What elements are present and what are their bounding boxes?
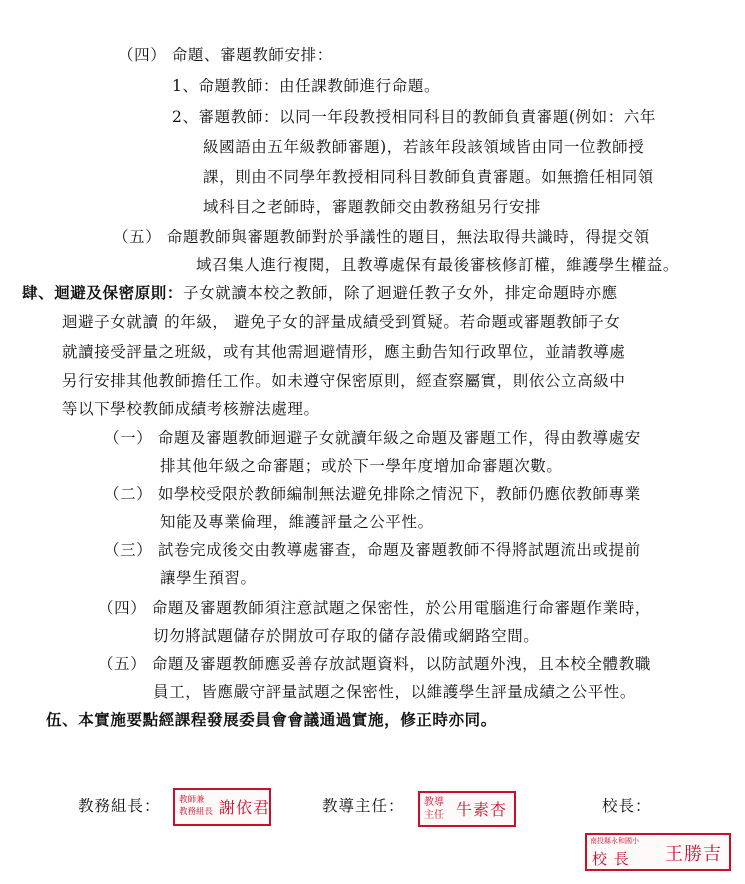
article-5: 伍、本實施要點經課程發展委員會會議通過實施，修正時亦同。 xyxy=(46,710,497,729)
principal-label: 校長： xyxy=(602,797,652,815)
principal-stamp-school: 南投縣永和國小 xyxy=(590,837,639,845)
article-4-item-4-line-2: 切勿將試題儲存於開放可存取的儲存設備或網路空間。 xyxy=(153,627,540,645)
academic-affairs-stamp xyxy=(173,788,271,826)
section-5-line-2: 域召集人進行複閱，且教導處保有最後審核修訂權，維護學生權益。 xyxy=(196,256,680,274)
principal-stamp xyxy=(585,833,731,871)
section-4-heading: （四） 命題、審題教師安排： xyxy=(118,46,333,64)
guidance-stamp-top: 教導 xyxy=(424,797,444,808)
article-4-intro-line-3: 就讀接受評量之班級，或有其他需迴避情形，應主動告知行政單位，並請教導處 xyxy=(62,343,626,361)
academic-stamp-top: 教師兼 xyxy=(179,795,205,805)
article-4-item-1-line-2: 排其他年級之命審題；或於下一學年度增加命審題次數。 xyxy=(160,457,563,475)
academic-affairs-label: 教務組長： xyxy=(78,797,161,815)
article-4-item-3-line-2: 讓學生預習。 xyxy=(160,569,257,587)
academic-stamp-bottom: 教務組長 xyxy=(179,807,214,817)
article-4-item-5-line-1: （五） 命題及審題教師應妥善存放試題資料，以防試題外洩，且本校全體教職 xyxy=(98,655,651,673)
article-4-item-3-line-1: （三） 試卷完成後交由教導處審查，命題及審題教師不得將試題流出或提前 xyxy=(104,541,641,559)
guidance-stamp-name: 牛素杏 xyxy=(456,800,508,819)
guidance-director-label: 教導主任： xyxy=(322,797,405,815)
guidance-director-stamp xyxy=(418,791,516,827)
article-4-item-4-line-1: （四） 命題及審題教師須注意試題之保密性，於公用電腦進行命審題作業時， xyxy=(98,599,651,617)
section-5-line-1: （五） 命題教師與審題教師對於爭議性的題目，無法取得共識時，得提交領 xyxy=(113,228,650,246)
academic-stamp-name: 謝依君 xyxy=(219,798,271,817)
article-4-item-2-line-1: （二） 如學校受限於教師編制無法避免排除之情況下，教師仍應依教師專業 xyxy=(104,485,641,503)
article-4-item-1-line-1: （一） 命題及審題教師迴避子女就讀年級之命題及審題工作，得由教導處安 xyxy=(104,429,641,447)
article-4-intro-line-2: 迴避子女就讀 的年級， 避免子女的評量成績受到質疑。若命題或審題教師子女 xyxy=(62,313,621,331)
section-4-item-2-line-4: 域科目之老師時，審題教師交由教務組另行安排 xyxy=(203,198,542,216)
article-4-intro-line-4: 另行安排其他教師擔任工作。如未遵守保密原則，經查察屬實，則依公立高級中 xyxy=(62,372,626,390)
article-4-intro-first: 子女就讀本校之教師，除了迴避任教子女外，排定命題時亦應 xyxy=(183,284,618,302)
principal-stamp-name: 王勝吉 xyxy=(665,844,722,865)
section-4-item-2-line-2: 級國語由五年級教師審題)，若該年段該領域皆由同一位教師授 xyxy=(203,138,645,156)
section-4-item-1: 1、命題教師：由任課教師進行命題。 xyxy=(172,77,441,95)
article-4-item-2-line-2: 知能及專業倫理，維護評量之公平性。 xyxy=(160,513,434,531)
section-4-item-2-line-3: 課，則由不同學年教授相同科目教師負責審題。如無擔任相同領 xyxy=(203,168,654,186)
article-4-intro-line-5: 等以下學校教師成績考核辦法處理。 xyxy=(62,400,320,418)
principal-stamp-title: 校 長 xyxy=(592,850,630,868)
article-4-first-line xyxy=(22,283,618,303)
article-4-item-5-line-2: 員工，皆應嚴守評量試題之保密性，以維護學生評量成績之公平性。 xyxy=(153,683,637,701)
article-4-title: 肆、迴避及保密原則： xyxy=(22,283,184,302)
section-4-item-2-line-1: 2、審題教師：以同一年段教授相同科目的教師負責審題(例如：六年 xyxy=(172,108,657,126)
guidance-stamp-bottom: 主任 xyxy=(424,810,444,821)
